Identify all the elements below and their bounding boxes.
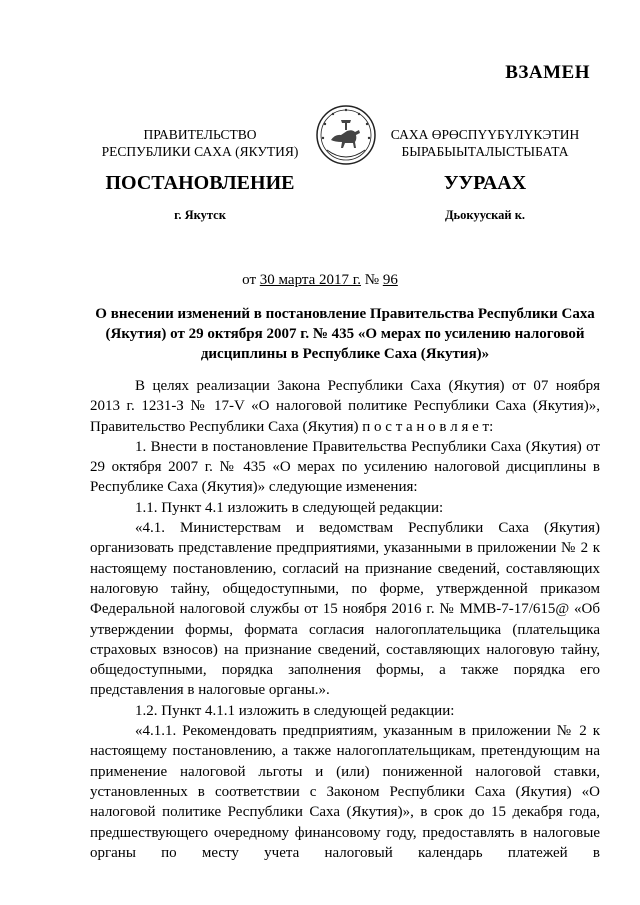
paragraph-preamble: В целях реализации Закона Республики Саха (Якутия) от 07 ноября 2013 г. 1231-З № 17-V «О налоговой политике Республики Саха (Якутия)», Правительство Республики Саха (Якутия) п о с т а н о в л я е т:	[90, 378, 600, 435]
city-right: Дьокуускай к.	[444, 208, 526, 222]
document-number: 96	[382, 272, 398, 288]
header-left-line2: РЕСПУБЛИКИ САХА (ЯКУТИЯ)	[101, 144, 299, 159]
date-prefix: от	[242, 272, 260, 288]
stamp-vzamen: ВЗАМЕН	[505, 62, 590, 83]
paragraph-item-4-1-1: «4.1.1. Рекомендовать предприятиям, указанным в приложении № 2 к настоящему постановлению, а также налогоплательщикам, претендующим на применение налоговой льготы и (или) пониженной налоговой ставки, установленных в соответствии с Законом Республики Саха (Якутия) «О налоговой политике Республики Саха (Якутия)», в срок до 15 декабря года, предшествующего очередному финансовому году, предоставлять в налоговые органы по месту учета налоговый календарь платежей в	[90, 723, 600, 861]
coat-of-arms-emblem-icon	[315, 104, 377, 166]
number-prefix: №	[361, 272, 383, 288]
city-left: г. Якутск	[174, 208, 226, 222]
header-left-line1: ПРАВИТЕЛЬСТВО	[143, 127, 257, 142]
doc-type-right: УУРААХ	[443, 172, 527, 194]
header-right	[370, 126, 600, 160]
paragraph-item-4-1: «4.1. Министерствам и ведомствам Республики Саха (Якутия) организовать представление предприятиями, указанными в приложении № 2 к настоящему постановлению, согласий на признание сведений, составляющих налоговую тайну, общедоступными, по форме, утвержденной приказом Федеральной налоговой службы от 15 ноября 2016 г. № ММВ-7-17/615@ «Об утверждении формы, формата согласия налогоплательщика (плательщика страховых взносов) на признание сведений, составляющих налоговую тайну, общедоступными, порядка заполнения формы, а также порядка его представления в налоговые органы.».	[90, 520, 600, 699]
paragraph-item-1-1: 1.1. Пункт 4.1 изложить в следующей редакции:	[135, 499, 444, 516]
document-body	[90, 376, 600, 863]
paragraph-item-1: 1. Внести в постановление Правительства Республики Саха (Якутия) от 29 октября 2007 г. № 435 «О мерах по усилению налоговой дисциплины в Республике Саха (Якутия)» следующие изменения:	[90, 438, 600, 496]
paragraph-item-1-2: 1.2. Пункт 4.1.1 изложить в следующей редакции:	[135, 702, 455, 719]
header-left	[85, 126, 315, 160]
document-date: 30 марта 2017 г.	[259, 272, 361, 288]
doc-type-left: ПОСТАНОВЛЕНИЕ	[105, 172, 295, 194]
date-line	[0, 272, 640, 289]
header-right-line2: БЫРАБЫЫТАЛЫСТЫБАТА	[401, 144, 569, 159]
document-title: О внесении изменений в постановление Правительства Республики Саха (Якутия) от 29 октября 2007 г. № 435 «О мерах по усилению налоговой дисциплины в Республике Саха (Якутия)»	[95, 306, 595, 362]
header-right-line1: САХА ӨРӨСПҮҮБҮЛҮКЭТИН	[390, 127, 580, 142]
